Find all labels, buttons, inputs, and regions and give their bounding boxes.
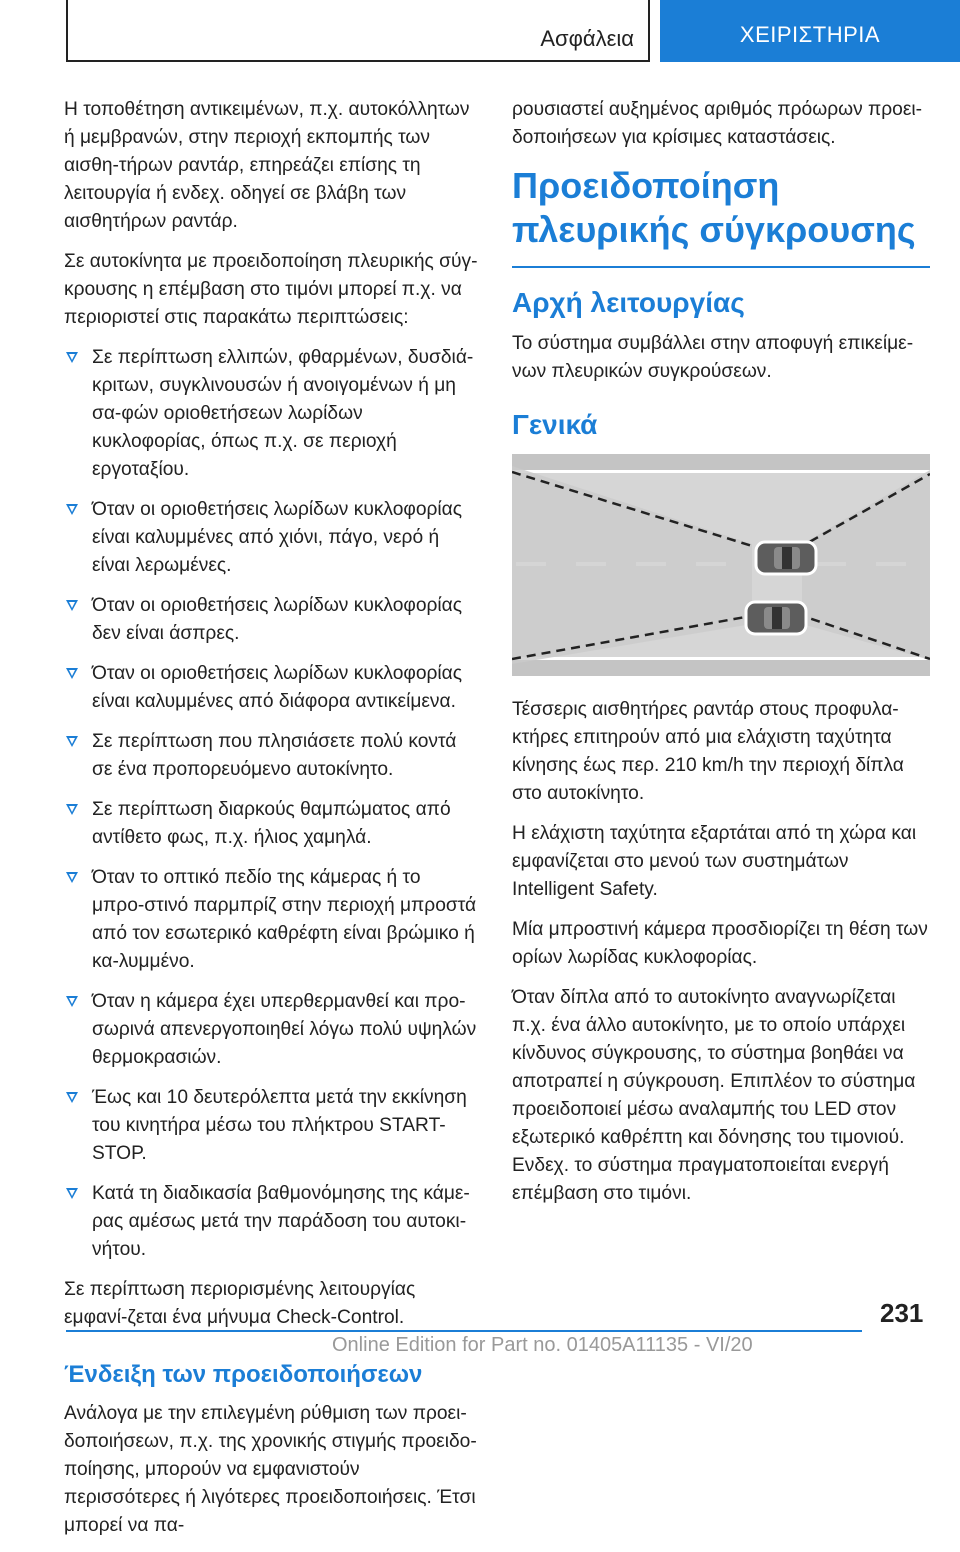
list-item-text: Όταν οι οριοθετήσεις λωρίδων κυκλοφορίας είναι καλυμμένες από διάφορα αντικείμενα. [92,663,463,712]
road-shoulder-top [512,454,930,470]
section-heading: Ένδειξη των προειδοποιήσεων [64,1361,423,1388]
list-item [64,344,478,484]
lane-line-top [512,470,930,473]
list-item-text: Όταν οι οριοθετήσεις λωρίδων κυκλοφορίας δεν είναι άσπρες. [92,595,463,644]
list-item [64,728,478,784]
list-item [64,496,478,580]
car-front-lane-icon [756,542,816,574]
paragraph: Σε περίπτωση περιορισμένης λειτουργίας εμφανί-ζεται ένα μήνυμα Check-Control. [64,1279,416,1328]
paragraph: Σε αυτοκίνητα με προειδοποίηση πλευρικής σύγ-κρουσης η επέμβαση στο τιμόνι μπορεί π.χ. να περιοριστεί στις παρακάτω περιπτώσεις: [64,251,478,328]
general-heading: Γενικά [512,409,598,440]
limitations-list [64,344,478,1264]
triangle-bullet-icon [66,1188,78,1199]
list-item [64,796,478,852]
section-title: Ασφάλεια [540,26,634,51]
principle-heading: Αρχή λειτουργίας [512,287,745,318]
list-item-text: Σε περίπτωση ελλιπών, φθαρμένων, δυσδιά-κριτων, συγκλινουσών ή ανοιγομένων ή μη σα-φών οριοθετήσεων λωρίδων κυκλοφορίας, όπως π.χ. σε περιοχή εργοταξίου. [92,347,474,480]
paragraph: Τέσσερις αισθητήρες ραντάρ στους προφυλα-κτήρες επιτηρούν από μια ελάχιστη ταχύτητα κίνησης έως περ. 210 km/h την περιοχή δίπλα στο αυτοκίνητο. [512,699,904,804]
list-item [64,1180,478,1264]
triangle-bullet-icon [66,736,78,747]
list-item-text: Όταν οι οριοθετήσεις λωρίδων κυκλοφορίας είναι καλυμμένες από χιόνι, πάγο, νερό ή είναι λερωμένες. [92,499,463,576]
list-item-text: Όταν η κάμερα έχει υπερθερμανθεί και προ-σωρινά απενεργοποιηθεί λόγω πολύ υψηλών θερμοκρασιών. [92,991,477,1068]
triangle-bullet-icon [66,996,78,1007]
page-number: 231 [880,1298,924,1328]
paragraph: Η τοποθέτηση αντικειμένων, π.χ. αυτοκόλλητων ή μεμβρανών, στην περιοχή εκπομπής των αισθη-τήρων ραντάρ, επηρεάζει επίσης τη λειτουργία ή ενδεχ. οδηγεί σε βλάβη των αισθητήρων ραντάρ. [64,99,470,232]
lane-line-bottom [512,657,930,660]
paragraph: Όταν δίπλα από το αυτοκίνητο αναγνωρίζεται π.χ. ένα άλλο αυτοκίνητο, με το οποίο υπάρχει κίνδυνος σύγκρουσης, το σύστημα βοηθάει να αποτραπεί η σύγκρουση. Επιπλέον το σύστημα προειδοποιεί μέσω αναλαμπής του LED στον εξωτερικό καθρέπτη και δόνησης του τιμονιού. Ενδεχ. το σύστημα πραγματοποιείται ενεργή επέμβαση στο τιμόνι. [512,987,916,1204]
paragraph: Η ελάχιστη ταχύτητα εξαρτάται από τη χώρα και εμφανίζεται στο μενού των συστημάτων Intelligent Safety. [512,823,917,900]
footer-edition-text: Online Edition for Part no. 01405A11135 - VI/20 [332,1334,753,1356]
title-divider [512,266,930,268]
list-item-text: Σε περίπτωση που πλησιάσετε πολύ κοντά σε ένα προπορευόμενο αυτοκίνητο. [92,731,457,780]
car-host-icon [746,602,806,634]
triangle-bullet-icon [66,504,78,515]
triangle-bullet-icon [66,600,78,611]
list-item-text: Σε περίπτωση διαρκούς θαμπώματος από αντίθετο φως, π.χ. ήλιος χαμηλά. [92,799,451,848]
triangle-bullet-icon [66,1092,78,1103]
list-item [64,660,478,716]
list-item-text: Κατά τη διαδικασία βαθμονόμησης της κάμε-ρας αμέσως μετά την παράδοση του αυτοκι-νήτου. [92,1183,470,1260]
list-item [64,1084,478,1168]
triangle-bullet-icon [66,804,78,815]
page-title: Προειδοποίηση πλευρικής σύγκρουσης [512,165,916,250]
paragraph: ρουσιαστεί αυξημένος αριθμός πρόωρων προει-δοποιήσεων για κρίσιμες καταστάσεις. [512,99,923,148]
list-item [64,988,478,1072]
header-frame [66,0,650,62]
list-item-text: Έως και 10 δευτερόλεπτα μετά την εκκίνηση του κινητήρα μέσω του πλήκτρου START-STOP. [92,1087,467,1164]
footer-divider [66,1330,862,1332]
triangle-bullet-icon [66,872,78,883]
paragraph: Ανάλογα με την επιλεγμένη ρύθμιση των προει-δοποιήσεων, π.χ. της χρονικής στιγμής προειδο-ποίησης, μπορούν να εμφανιστούν περισσότερες ή λιγότερες προειδοποιήσεις. Έτσι μπορεί να πα- [64,1403,477,1536]
road-shoulder-bottom [512,660,930,676]
side-collision-illustration [512,454,930,676]
triangle-bullet-icon [66,668,78,679]
right-column [512,96,930,1220]
list-item [64,592,478,648]
chapter-tab[interactable]: ΧΕΙΡΙΣΤΗΡΙΑ [660,0,960,62]
list-item-text: Όταν το οπτικό πεδίο της κάμερας ή το μπρο-στινό παρμπρίζ στην περιοχή μπροστά από τον εσωτερικό καθρέφτη είναι βρώμικο ή κα-λυμμένο. [92,867,477,972]
paragraph: Το σύστημα συμβάλλει στην αποφυγή επικείμε-νων πλευρικών συγκρούσεων. [512,333,914,382]
paragraph: Μία μπροστινή κάμερα προσδιορίζει τη θέση των ορίων λωρίδας κυκλοφορίας. [512,919,928,968]
triangle-bullet-icon [66,352,78,363]
list-item [64,864,478,976]
